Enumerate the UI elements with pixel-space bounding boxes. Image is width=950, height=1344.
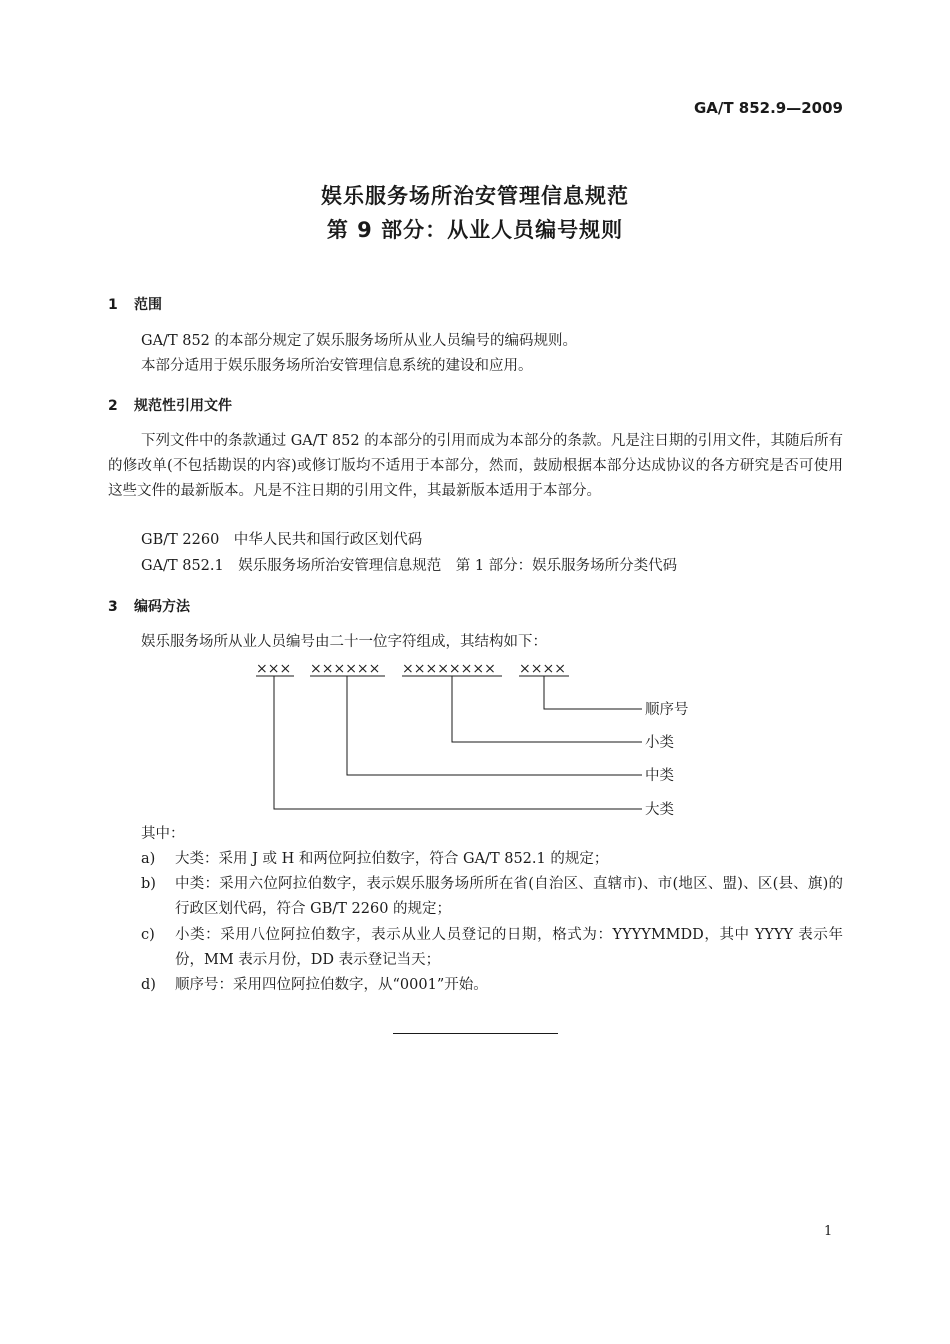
middle-class-placeholder: ×××××× [310,661,381,677]
list-marker-c: c) [141,927,155,943]
section-3-intro: 娱乐服务场所从业人员编号由二十一位字符组成，其结构如下： [141,634,547,650]
normative-reference-1: GB/T 2260 中华人民共和国行政区划代码 [141,532,423,548]
page-number: 1 [824,1224,833,1239]
section-1-paragraph-2: 本部分适用于娱乐服务场所治安管理信息系统的建设和应用。 [141,358,533,374]
document-subtitle: 第 9 部分：从业人员编号规则 [326,218,624,242]
section-2-paragraph: 下列文件中的条款通过 GA/T 852 的本部分的引用而成为本部分的条款。凡是注日期的引用文件，其随后所有的修改单(不包括勘误的内容)或修订版均不适用于本部分，然而，鼓励根据本部分达成协议的各方研究是否可使用这些文件的最新版本。凡是不注日期的引用文件，其最新版本适用于本部分。 [108,433,843,500]
list-item-minor-class: 小类：采用八位阿拉伯数字，表示从业人员登记的日期，格式为：YYYYMMDD，其中 YYYY 表示年份，MM 表示月份，DD 表示登记当天； [175,927,843,969]
section-number: 1 [108,297,118,313]
sequence-label: 顺序号 [645,702,689,718]
minor-class-label: 小类 [645,735,674,751]
list-marker-b: b) [141,876,156,892]
list-item-sequence: 顺序号：采用四位阿拉伯数字，从“0001”开始。 [175,977,488,993]
section-number: 3 [108,599,118,615]
list-marker-d: d) [141,977,156,993]
middle-class-label: 中类 [645,768,674,784]
list-marker-a: a) [141,851,156,867]
standard-number: GA/T 852.9—2009 [693,99,843,117]
section-number: 2 [108,398,118,414]
normative-reference-2: GA/T 852.1 娱乐服务场所治安管理信息规范 第 1 部分：娱乐服务场所分类代码 [141,558,678,574]
major-class-label: 大类 [645,802,674,818]
section-title: 规范性引用文件 [134,398,232,414]
sequence-leader-line [544,676,642,709]
sequence-placeholder: ×××× [519,661,566,677]
list-item-middle-class: 中类：采用六位阿拉伯数字，表示娱乐服务场所所在省(自治区、直辖市)、市(地区、盟)、区(县、旗)的行政区划代码，符合 GB/T 2260 的规定； [175,876,843,918]
end-rule [393,1033,558,1034]
document-title: 娱乐服务场所治安管理信息规范 [321,184,629,208]
section-1-paragraph-1: GA/T 852 的本部分规定了娱乐服务场所从业人员编号的编码规则。 [141,333,578,349]
major-class-placeholder: ××× [256,661,292,677]
section-title: 编码方法 [134,599,190,615]
middle-class-leader-line [347,676,642,775]
list-item-major-class: 大类：采用 J 或 H 和两位阿拉伯数字，符合 GA/T 852.1 的规定； [175,851,609,867]
minor-class-placeholder: ×××××××× [402,661,496,677]
section-title: 范围 [134,297,162,313]
where-label: 其中： [141,826,185,842]
